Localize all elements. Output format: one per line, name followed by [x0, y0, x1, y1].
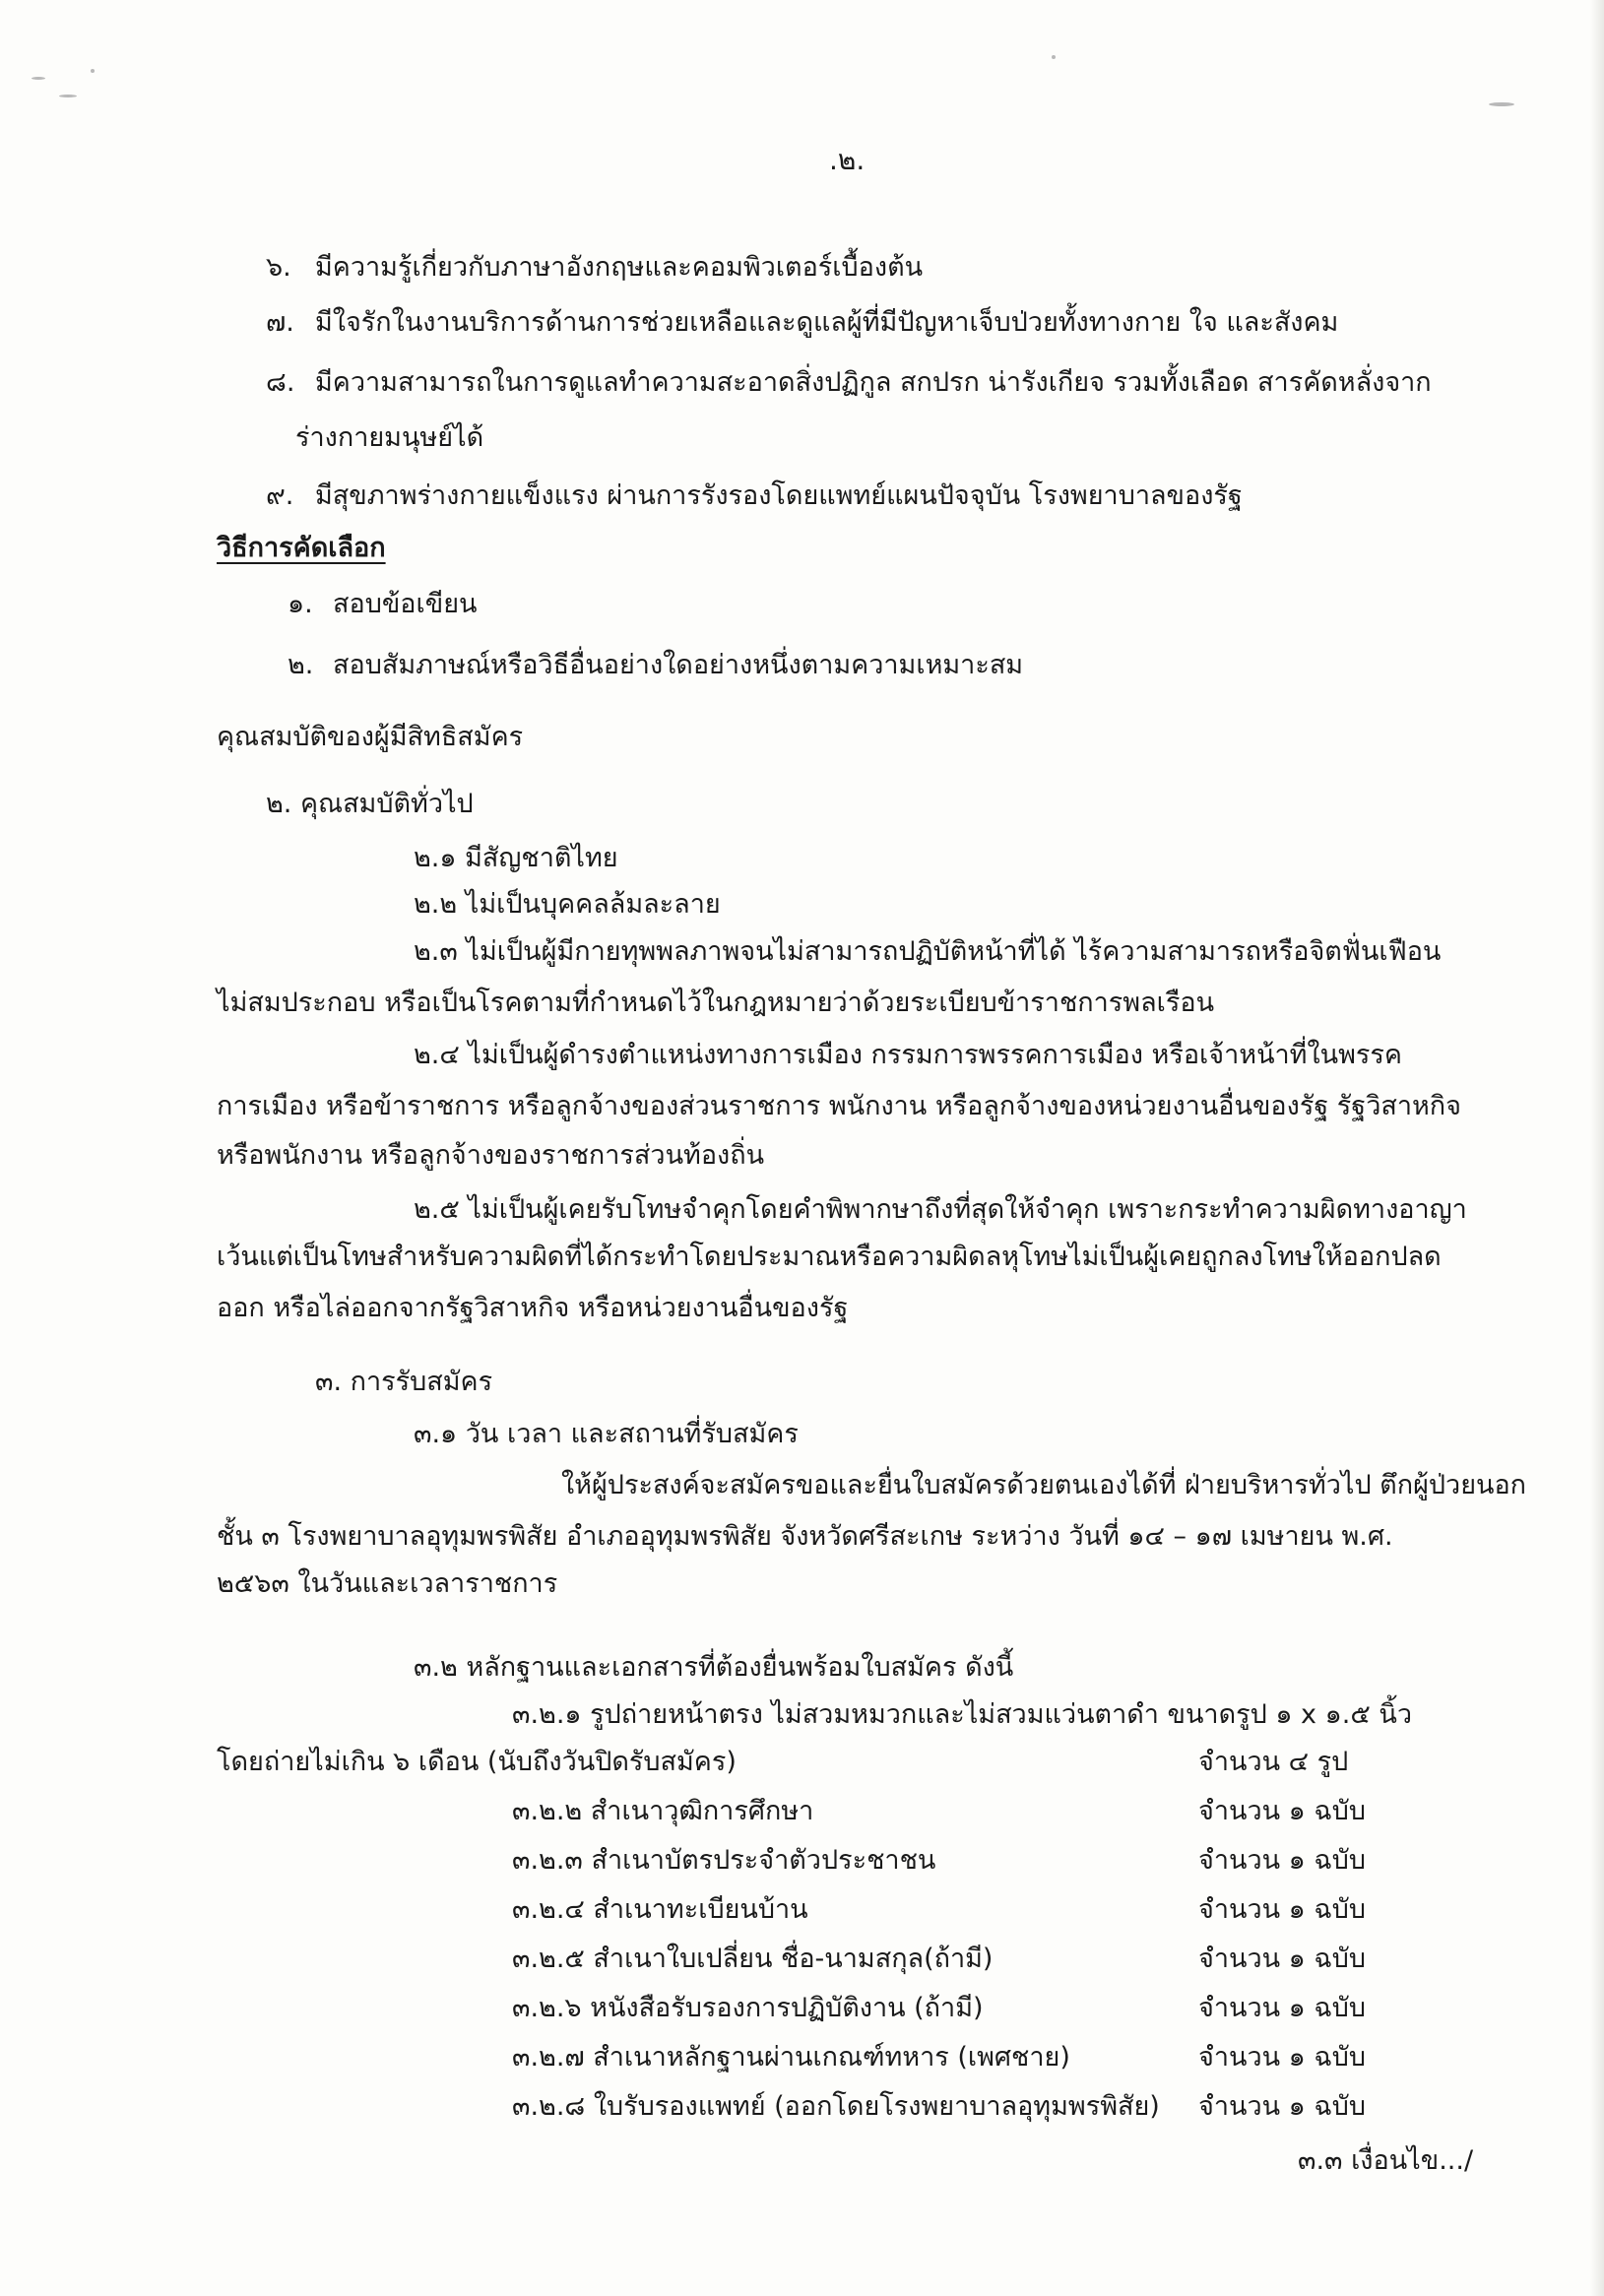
qual-7-text: มีใจรักในงานบริการด้านการช่วยเหลือและดูแลผู้ที่มีปัญหาเจ็บป่วยทั้งทางกาย ใจ และสังคม — [315, 307, 1339, 338]
general-2-1: ๒.๑ มีสัญชาติไทย — [414, 843, 618, 873]
application-3-1: ๓.๑ วัน เวลา และสถานที่รับสมัคร — [414, 1419, 799, 1449]
qual-8-num: ๘. — [266, 367, 295, 398]
application-3-2: ๓.๒ หลักฐานและเอกสารที่ต้องยื่นพร้อมใบสมัคร ดังนี้ — [414, 1652, 1014, 1683]
doc-item-qty: จำนวน ๑ ฉบับ — [1198, 2091, 1367, 2122]
doc-item-text: ๓.๒.๔ สำเนาทะเบียนบ้าน — [512, 1894, 808, 1925]
doc-item-text: ๓.๒.๘ ใบรับรองแพทย์ (ออกโดยโรงพยาบาลอุทุมพรพิสัย) — [512, 2091, 1160, 2122]
doc-item-qty: จำนวน ๑ ฉบับ — [1198, 1845, 1367, 1876]
qual-9-text: มีสุขภาพร่างกายแข็งแรง ผ่านการรังรองโดยแพทย์แผนปัจจุบัน โรงพยาบาลของรัฐ — [315, 480, 1243, 511]
general-2-5b: เว้นแต่เป็นโทษสำหรับความผิดที่ได้กระทำโดยประมาณหรือความผิดลหุโทษไม่เป็นผู้เคยถูกลงโทษให้ออกปลด — [217, 1242, 1442, 1272]
doc-item-text: ๓.๒.๗ สำเนาหลักฐานผ่านเกณฑ์ทหาร (เพศชาย) — [512, 2042, 1070, 2073]
general-2-4b: การเมือง หรือข้าราชการ หรือลูกจ้างของส่วนราชการ พนักงาน หรือลูกจ้างของหน่วยงานอื่นของรัฐ รัฐวิสาหกิจ — [217, 1091, 1461, 1121]
scan-edge — [1590, 0, 1604, 2296]
doc-item-text: ๓.๒.๖ หนังสือรับรองการปฏิบัติงาน (ถ้ามี) — [512, 1993, 984, 2023]
application-3-1c: ๒๕๖๓ ในวันและเวลาราชการ — [217, 1568, 558, 1599]
doc-item-qty: จำนวน ๑ ฉบับ — [1198, 1993, 1367, 2023]
qual-9-num: ๙. — [266, 480, 294, 511]
selection-2-num: ๒. — [288, 650, 314, 680]
general-2-5c: ออก หรือไล่ออกจากรัฐวิสาหกิจ หรือหน่วยงานอื่นของรัฐ — [217, 1293, 849, 1323]
general-2-5a: ๒.๕ ไม่เป็นผู้เคยรับโทษจำคุกโดยคำพิพากษาถึงที่สุดให้จำคุก เพราะกระทำความผิดทางอาญา — [414, 1194, 1467, 1225]
general-heading: ๒. คุณสมบัติทั่วไป — [266, 789, 474, 819]
general-2-4c: หรือพนักงาน หรือลูกจ้างของราชการส่วนท้องถิ่น — [217, 1140, 765, 1171]
application-3-1a: ให้ผู้ประสงค์จะสมัครขอและยื่นใบสมัครด้วยตนเองได้ที่ ฝ่ายบริหารทั่วไป ตึกผู้ป่วยนอก — [561, 1470, 1527, 1500]
doc-item-qty: จำนวน ๑ ฉบับ — [1198, 1796, 1367, 1826]
qual-8-text: มีความสามารถในการดูแลทำความสะอาดสิ่งปฏิกูล สกปรก น่ารังเกียจ รวมทั้งเลือด สารคัดหลั่งจาก — [315, 367, 1432, 398]
doc-item-text: ๓.๒.๕ สำเนาใบเปลี่ยน ชื่อ-นามสกุล(ถ้ามี) — [512, 1944, 994, 1974]
scan-speck — [32, 77, 45, 80]
qual-6-text: มีความรู้เกี่ยวกับภาษาอังกฤษและคอมพิวเตอร์เบื้องต้น — [315, 252, 924, 283]
qual-6-num: ๖. — [266, 252, 291, 283]
application-3-1b: ชั้น ๓ โรงพยาบาลอุทุมพรพิสัย อำเภออุทุมพรพิสัย จังหวัดศรีสะเกษ ระหว่าง วันที่ ๑๔ – ๑๗ เมษายน พ.ศ. — [217, 1521, 1393, 1552]
doc-item-text: ๓.๒.๒ สำเนาวุฒิการศึกษา — [512, 1796, 814, 1826]
qual-7-num: ๗. — [266, 307, 294, 338]
doc-item-qty: จำนวน ๑ ฉบับ — [1198, 1894, 1367, 1925]
selection-heading: วิธีการคัดเลือก — [217, 533, 386, 563]
doc-1-qty: จำนวน ๔ รูป — [1198, 1747, 1349, 1777]
selection-1-text: สอบข้อเขียน — [333, 589, 478, 619]
continuation-note: ๓.๓ เงื่อนไข.../ — [1298, 2145, 1474, 2176]
scan-speck — [59, 95, 77, 97]
doc-1a: ๓.๒.๑ รูปถ่ายหน้าตรง ไม่สวมหมวกและไม่สวมแว่นตาดำ ขนาดรูป ๑ x ๑.๕ นิ้ว — [512, 1699, 1412, 1730]
doc-item-qty: จำนวน ๑ ฉบับ — [1198, 1944, 1367, 1974]
selection-1-num: ๑. — [288, 589, 313, 619]
scan-speck — [1052, 55, 1056, 59]
page-number: .๒. — [829, 144, 866, 176]
application-heading: ๓. การรับสมัคร — [315, 1367, 493, 1397]
doc-item-qty: จำนวน ๑ ฉบับ — [1198, 2042, 1367, 2073]
general-2-4a: ๒.๔ ไม่เป็นผู้ดำรงตำแหน่งทางการเมือง กรรมการพรรคการเมือง หรือเจ้าหน้าที่ในพรรค — [414, 1040, 1402, 1070]
doc-1b: โดยถ่ายไม่เกิน ๖ เดือน (นับถึงวันปิดรับสมัคร) — [217, 1747, 737, 1777]
selection-2-text: สอบสัมภาษณ์หรือวิธีอื่นอย่างใดอย่างหนึ่งตามความเหมาะสม — [333, 650, 1024, 680]
applicant-heading: คุณสมบัติของผู้มีสิทธิสมัคร — [217, 722, 524, 752]
doc-item-text: ๓.๒.๓ สำเนาบัตรประจำตัวประชาชน — [512, 1845, 936, 1876]
general-2-3b: ไม่สมประกอบ หรือเป็นโรคตามที่กำหนดไว้ในกฎหมายว่าด้วยระเบียบข้าราชการพลเรือน — [217, 988, 1215, 1018]
scan-speck — [91, 69, 95, 73]
general-2-3a: ๒.๓ ไม่เป็นผู้มีกายทุพพลภาพจนไม่สามารถปฏิบัติหน้าที่ได้ ไร้ความสามารถหรือจิตฟั่นเฟือน — [414, 936, 1442, 967]
general-2-2: ๒.๒ ไม่เป็นบุคคลล้มละลาย — [414, 889, 721, 920]
qual-8-cont: ร่างกายมนุษย์ได้ — [295, 422, 484, 453]
scan-speck — [1489, 102, 1514, 106]
